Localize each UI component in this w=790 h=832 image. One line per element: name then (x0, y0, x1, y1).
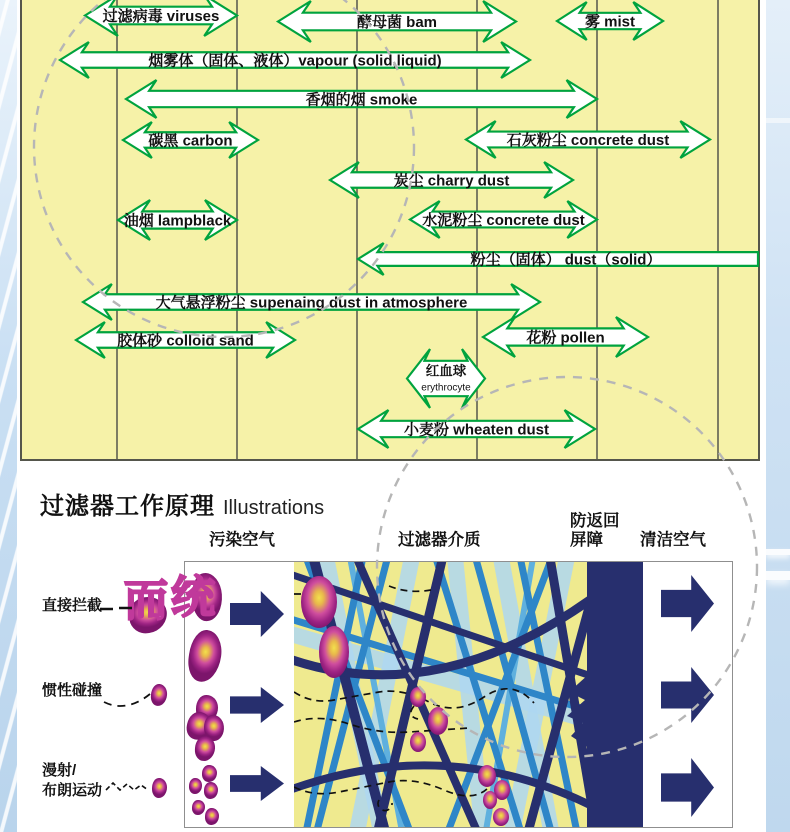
arrow-label: 粉尘（固体） dust（solid） (470, 251, 662, 269)
section-title (40, 486, 324, 521)
anti-return-barrier-bar (587, 562, 643, 828)
watermark-fragment: 统 (171, 573, 215, 622)
particle-blob (150, 683, 168, 706)
arrow-label: 碳黑 carbon (148, 132, 233, 150)
arrow-label: 石灰粉尘 concrete dust (506, 132, 670, 149)
arrow-label-en: erythrocyte (421, 382, 471, 394)
particle-trail (411, 706, 418, 719)
column-label-filter-media: 过滤器介质 (398, 531, 481, 549)
section-title-en: Illustrations (223, 497, 325, 519)
section-title-zh: 过滤器工作原理 (40, 493, 215, 520)
column-label-polluted-air: 污染空气 (209, 531, 275, 549)
trapped-particle (428, 707, 448, 735)
mechanism-label-inertial-impaction: 惯性碰撞 (42, 682, 103, 699)
arrow-label: 炭尘 charry dust (393, 172, 510, 190)
arrow-label: 烟雾体（固体、液体）vapour (solid,liquid) (148, 52, 442, 70)
column-label-clean-air: 清洁空气 (640, 531, 706, 549)
arrow-label: 胶体砂 colloid sand (117, 332, 254, 350)
arrow-label: 香烟的烟 smoke (305, 91, 418, 109)
trapped-particle (483, 791, 497, 809)
mechanism-label-diffusion-brownian: 漫射/ 布朗运动 (42, 762, 103, 799)
jagged-edge (567, 674, 589, 748)
trapped-particle (301, 576, 337, 628)
arrow-label: 油烟 lampblack (123, 212, 232, 230)
trapped-particle (319, 626, 349, 678)
arrow-label: 水泥粉尘 concrete dust (422, 212, 585, 229)
arrow-label: 雾 mist (584, 13, 636, 31)
arrow-label: 酵母菌 bam (356, 14, 438, 31)
trapped-particle (493, 808, 509, 826)
arrow-label: 大气悬浮粉尘 supenaing dust in atmosphere (155, 294, 468, 312)
arrow-label: 花粉 pollen (526, 329, 605, 347)
watermark-fragment: 而 (124, 576, 168, 625)
arrow-label: 过滤病毒 viruses (102, 8, 220, 25)
mechanism-label-direct-interception: 直接拦截 (42, 597, 103, 614)
trapped-particle (478, 765, 496, 787)
barrier-jagged-edge (567, 562, 589, 828)
trapped-particle (410, 732, 426, 752)
column-label-anti-return-barrier: 防返回 屏障 (570, 512, 620, 549)
fiber-mesh-graphic (294, 562, 587, 828)
trapped-particle (410, 687, 426, 707)
filter-principle-section (0, 461, 790, 832)
arrow-label: 红血球 (425, 363, 467, 379)
particle-blob (152, 778, 167, 798)
arrow-label: 小麦粉 wheaten dust (403, 421, 550, 439)
